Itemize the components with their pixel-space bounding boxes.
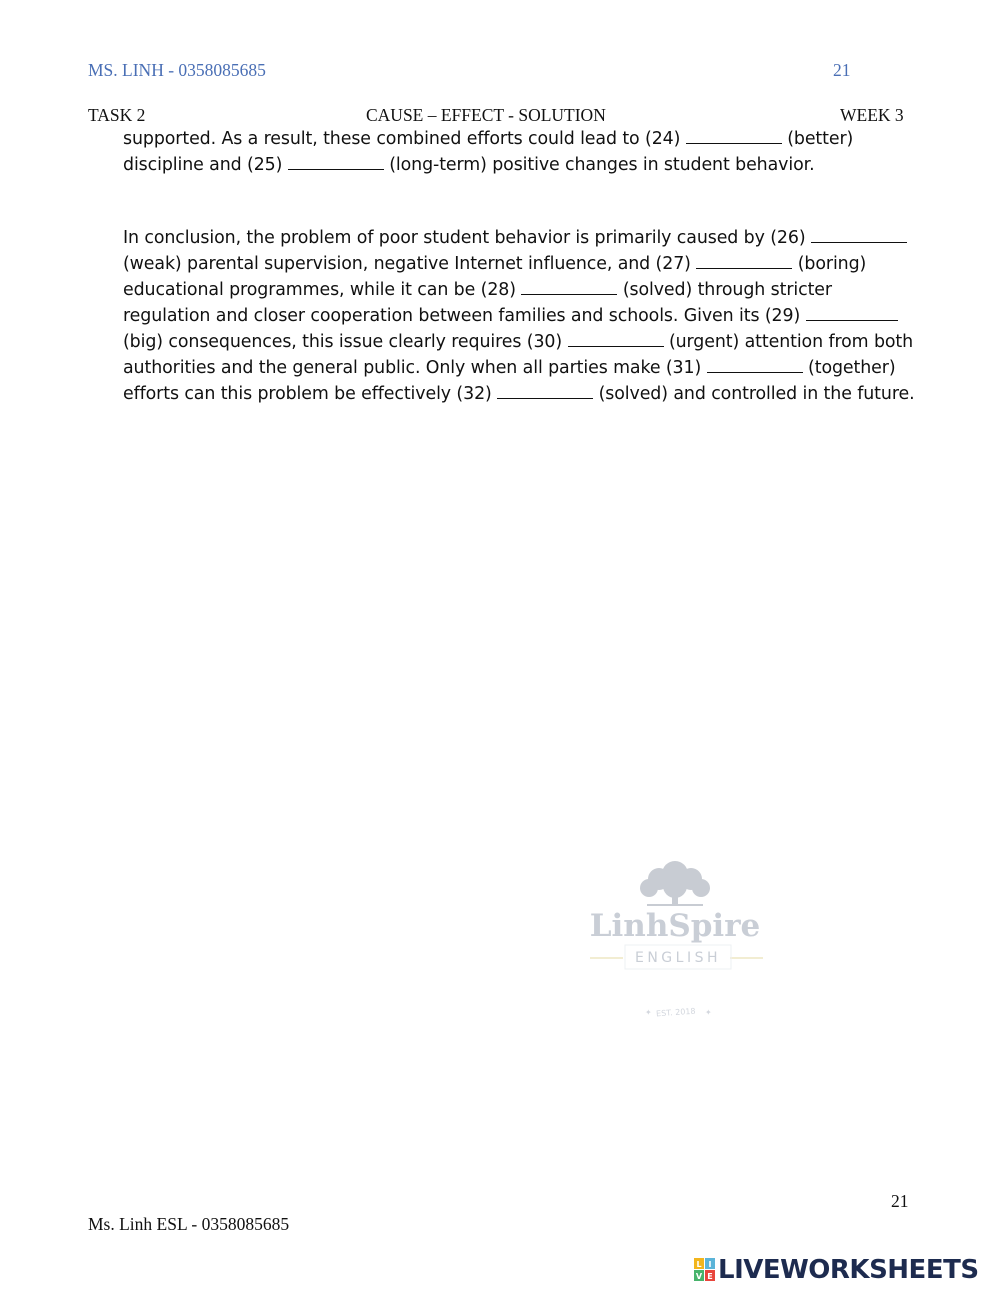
topic-title: CAUSE – EFFECT - SOLUTION	[366, 105, 606, 125]
text-segment: supported. As a result, these combined efforts could lead to (24)	[123, 129, 681, 149]
footer-page-number: 21	[891, 1191, 909, 1211]
footer-teacher-contact: Ms. Linh ESL - 0358085685	[88, 1214, 290, 1234]
svg-text:L: L	[696, 1260, 702, 1269]
svg-text:✦: ✦	[705, 1008, 712, 1017]
text-segment: (big) consequences, this issue clearly requires (30)	[123, 332, 563, 352]
text-segment: educational programmes, while it can be (28)	[123, 280, 516, 300]
text-segment: (solved) and controlled in the future.	[598, 384, 915, 404]
text-segment: (better)	[787, 129, 854, 149]
text-segment: (together)	[808, 358, 896, 378]
answer-blank-28[interactable]	[521, 280, 617, 295]
text-segment: (boring)	[797, 254, 867, 274]
answer-blank-26[interactable]	[811, 228, 907, 243]
text-segment: regulation and closer cooperation between families and schools. Given its (29)	[123, 306, 801, 326]
answer-blank-32[interactable]	[497, 384, 593, 399]
text-segment: (solved) through stricter	[622, 280, 832, 300]
answer-blank-29[interactable]	[806, 306, 898, 321]
text-line	[123, 332, 913, 352]
svg-text:E: E	[707, 1272, 713, 1281]
text-line	[123, 358, 896, 378]
svg-text:✦: ✦	[645, 1008, 652, 1017]
sub-text: ENGLISH	[634, 950, 722, 966]
tree-icon	[640, 861, 710, 906]
text-line	[123, 129, 853, 149]
text-segment: authorities and the general public. Only when all parties make (31)	[123, 358, 702, 378]
answer-blank-24[interactable]	[686, 129, 782, 144]
liveworksheets-text: LIVEWORKSHEETS	[718, 1255, 979, 1285]
svg-text:V: V	[695, 1272, 703, 1281]
answer-blank-27[interactable]	[696, 254, 792, 269]
week-label: WEEK 3	[840, 105, 904, 125]
answer-blank-31[interactable]	[707, 358, 803, 373]
answer-blank-25[interactable]	[288, 155, 384, 170]
answer-blank-30[interactable]	[568, 332, 664, 347]
header-page-number: 21	[833, 60, 851, 80]
svg-text:I: I	[708, 1260, 712, 1269]
text-segment: (weak) parental supervision, negative Internet influence, and (27)	[123, 254, 691, 274]
linhspire-logo	[585, 852, 765, 1032]
est-text: EST. 2018	[655, 1006, 696, 1019]
liveworksheets-icon	[694, 1258, 716, 1282]
text-line	[123, 254, 866, 274]
text-line	[123, 306, 898, 326]
task-label: TASK 2	[88, 105, 146, 125]
brand-text: LinhSpire	[589, 908, 761, 944]
text-line	[123, 155, 815, 175]
liveworksheets-logo[interactable]	[694, 1256, 979, 1284]
text-line	[123, 280, 832, 300]
text-segment: In conclusion, the problem of poor student behavior is primarily caused by (26)	[123, 228, 806, 248]
text-line	[123, 228, 907, 248]
text-line	[123, 384, 915, 404]
text-segment: discipline and (25)	[123, 155, 283, 175]
text-segment: efforts can this problem be effectively (32)	[123, 384, 492, 404]
text-segment: (urgent) attention from both	[668, 332, 914, 352]
header-teacher-contact: MS. LINH - 0358085685	[88, 60, 266, 80]
text-segment: (long-term) positive changes in student behavior.	[389, 155, 815, 175]
